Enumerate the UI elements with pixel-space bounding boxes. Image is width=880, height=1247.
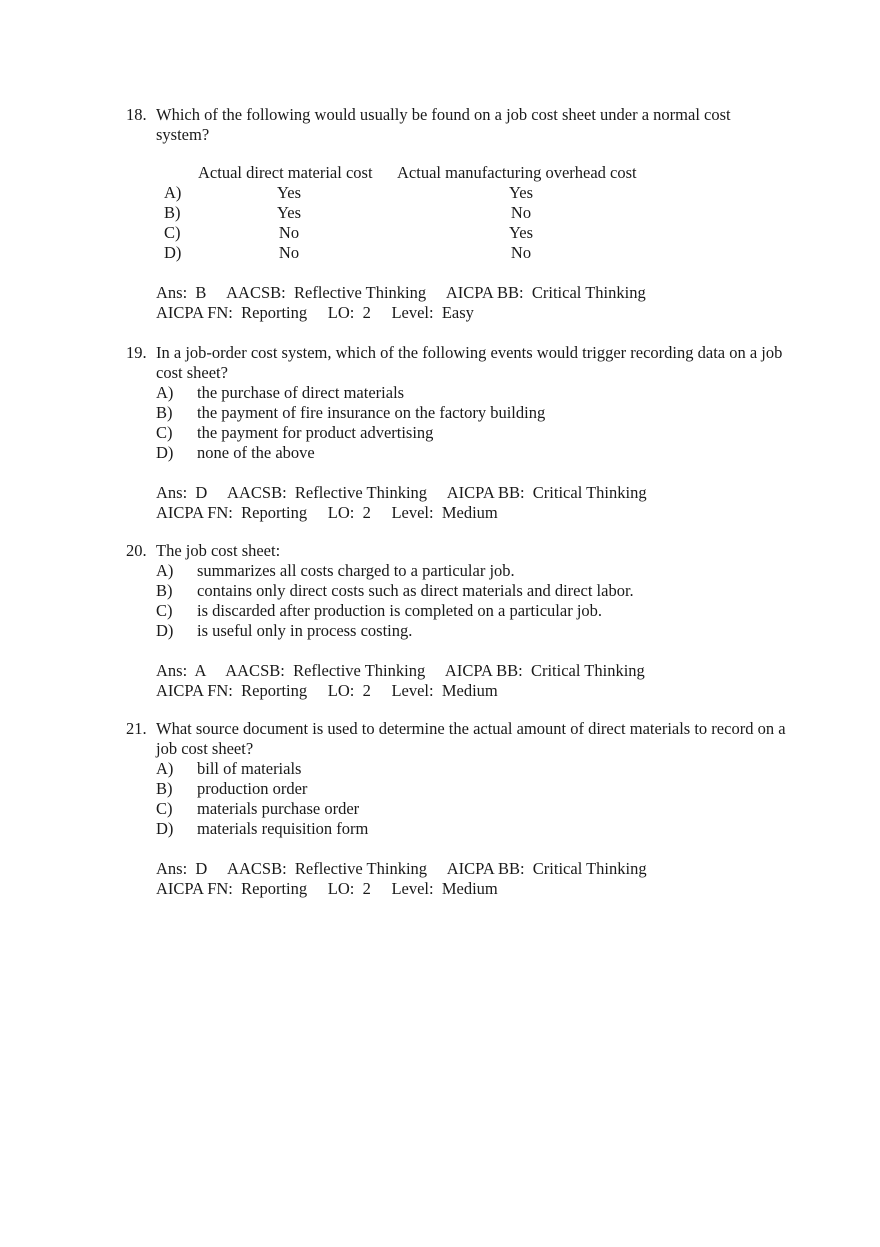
option-text: none of the above xyxy=(197,443,315,462)
option-letter: C) xyxy=(156,799,173,818)
option-item xyxy=(156,819,786,839)
meta-line: Ans: D AACSB: Reflective Thinking AICPA BB: Critical Thinking xyxy=(156,483,647,502)
meta-line: Ans: B AACSB: Reflective Thinking AICPA BB: Critical Thinking xyxy=(156,283,646,302)
table-header-direct-material: Actual direct material cost xyxy=(198,163,373,182)
option-letter: D) xyxy=(156,443,174,462)
table-cell: Yes xyxy=(276,183,301,202)
table-header-overhead: Actual manufacturing overhead cost xyxy=(397,163,637,182)
option-letter: A) xyxy=(156,383,174,402)
option-item xyxy=(156,561,786,581)
table-cell: No xyxy=(278,243,300,262)
question-number: 21. xyxy=(126,719,147,738)
answer-metadata xyxy=(156,483,786,523)
option-text: the payment for product advertising xyxy=(197,423,434,442)
option-text: contains only direct costs such as direct materials and direct labor. xyxy=(197,581,634,600)
meta-line: AICPA FN: Reporting LO: 2 Level: Medium xyxy=(156,681,498,700)
table-cell: Yes xyxy=(276,203,301,222)
question-20 xyxy=(126,541,786,701)
option-item xyxy=(156,403,786,423)
table-cell: Yes xyxy=(508,183,533,202)
options-list xyxy=(156,383,786,463)
question-number: 20. xyxy=(126,541,147,560)
option-letter: D) xyxy=(164,243,182,262)
meta-line: Ans: D AACSB: Reflective Thinking AICPA BB: Critical Thinking xyxy=(156,859,647,878)
option-item xyxy=(156,759,786,779)
meta-line: Ans: A AACSB: Reflective Thinking AICPA BB: Critical Thinking xyxy=(156,661,645,680)
option-letter: C) xyxy=(164,223,181,242)
option-item xyxy=(156,799,786,819)
question-header xyxy=(126,105,786,145)
meta-line: AICPA FN: Reporting LO: 2 Level: Medium xyxy=(156,503,498,522)
option-text: materials requisition form xyxy=(197,819,369,838)
question-text: In a job-order cost system, which of the following events would trigger recording data on a job cost sheet? xyxy=(156,343,783,382)
options-list xyxy=(156,561,786,641)
meta-line: AICPA FN: Reporting LO: 2 Level: Medium xyxy=(156,879,498,898)
option-letter: B) xyxy=(164,203,181,222)
question-19 xyxy=(126,343,786,523)
option-text: summarizes all costs charged to a particular job. xyxy=(197,561,515,580)
question-text: What source document is used to determine the actual amount of direct materials to record on a job cost sheet? xyxy=(156,719,786,758)
option-text: is discarded after production is completed on a particular job. xyxy=(197,601,603,620)
option-letter: A) xyxy=(164,183,182,202)
table-row xyxy=(126,243,786,263)
question-text: The job cost sheet: xyxy=(156,541,281,560)
question-21 xyxy=(126,719,786,899)
option-letter: D) xyxy=(156,819,174,838)
option-item xyxy=(156,443,786,463)
table-cell: No xyxy=(278,223,300,242)
table-cell: No xyxy=(510,203,532,222)
option-letter: C) xyxy=(156,423,173,442)
option-item xyxy=(156,621,786,641)
option-item xyxy=(156,581,786,601)
option-letter: B) xyxy=(156,581,173,600)
answer-table xyxy=(126,163,786,263)
option-text: the purchase of direct materials xyxy=(197,383,405,402)
answer-metadata xyxy=(156,859,786,899)
options-list xyxy=(156,759,786,839)
question-18 xyxy=(126,105,786,323)
option-item xyxy=(156,383,786,403)
option-letter: B) xyxy=(156,403,173,422)
table-cell: Yes xyxy=(508,223,533,242)
table-cell: No xyxy=(510,243,532,262)
answer-metadata xyxy=(156,283,786,323)
option-text: production order xyxy=(197,779,308,798)
option-letter: A) xyxy=(156,561,174,580)
option-text: is useful only in process costing. xyxy=(197,621,413,640)
option-text: the payment of fire insurance on the factory building xyxy=(197,403,546,422)
question-header xyxy=(126,541,786,561)
option-item xyxy=(156,601,786,621)
table-row xyxy=(126,183,786,203)
option-letter: B) xyxy=(156,779,173,798)
option-letter: A) xyxy=(156,759,174,778)
option-letter: D) xyxy=(156,621,174,640)
table-row xyxy=(126,223,786,243)
meta-line: AICPA FN: Reporting LO: 2 Level: Easy xyxy=(156,303,474,322)
option-item xyxy=(156,423,786,443)
question-number: 18. xyxy=(126,105,147,124)
table-row xyxy=(126,203,786,223)
option-text: materials purchase order xyxy=(197,799,360,818)
question-header xyxy=(126,343,786,383)
option-letter: C) xyxy=(156,601,173,620)
question-number: 19. xyxy=(126,343,147,362)
question-text: Which of the following would usually be found on a job cost sheet under a normal cost system? xyxy=(156,105,731,144)
option-text: bill of materials xyxy=(197,759,302,778)
question-header xyxy=(126,719,786,759)
option-item xyxy=(156,779,786,799)
answer-metadata xyxy=(156,661,786,701)
